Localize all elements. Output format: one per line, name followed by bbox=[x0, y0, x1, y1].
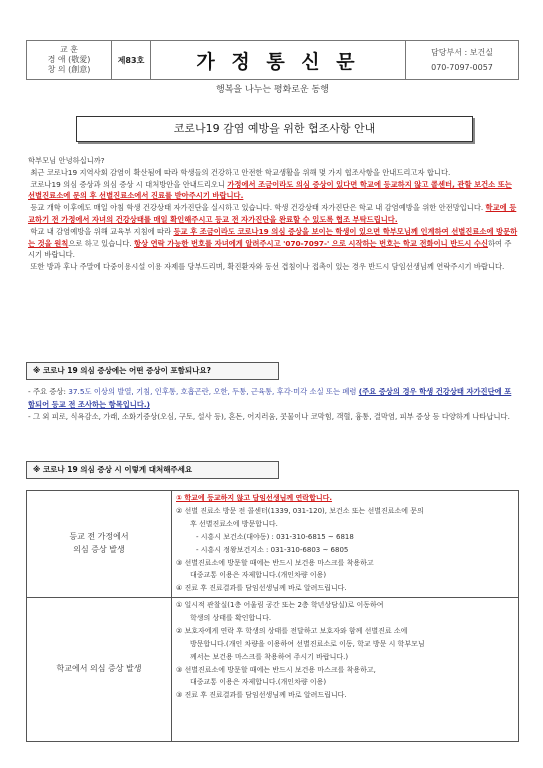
response-table bbox=[26, 490, 519, 742]
other-symptoms: - 그 외 피로, 식욕감소, 가래, 소화기증상(오심, 구토, 설사 등), 혼돈, 어지러움, 콧물이나 코막힘, 객혈, 흉통, 결막염, 피부 증상 등 다양하게 나타납니다. bbox=[28, 412, 510, 422]
home-steps: ① 학교에 등교하지 않고 담임선생님께 연락합니다. ② 선별 진료소 방문 전 콜센터(1339, 031-120), 보건소 또는 선별진료소에 문의 후 선별진료소에 방문합니다. - 시흥시 보건소(대야동) : 031-310-6815 ~ 6818 - 시흥시 정왕보건지소 : 031-310-6803 ~ 6805 ③ 선별진료소에 방문할 때에는 반드시 보건용 마스크를 착용하고 대중교통 이용은 자제합니다.(개인차량 이용) ④ 진료 후 진료결과를 담임선생님께 바로 알려드립니다. bbox=[172, 491, 519, 598]
section-response-title: ※ 코로나 19 의심 증상 시 이렇게 대처해주세요 bbox=[26, 461, 279, 479]
intro-paragraph-1: 최근 코로나19 지역사회 감염이 확산됨에 따라 학생들의 건강하고 안전한 학교생활을 위해 몇 가지 협조사항을 안내드리고자 합니다. bbox=[30, 167, 451, 177]
table-row bbox=[27, 491, 519, 598]
intro-paragraph-5: 또한 방과 후나 주말에 다중이용시설 이용 자제를 당부드리며, 확진환자와 동선 겹침이나 접촉이 있는 경우 반드시 담임선생님께 연락주시기 바랍니다. bbox=[30, 262, 505, 272]
row-label-school: 학교에서 의심 증상 발생 bbox=[27, 598, 172, 742]
phone-number: 070-7097-0057 bbox=[431, 63, 493, 72]
contact-info bbox=[406, 41, 519, 80]
highlight-self-check: 학교에 등교하기 전 가정에서 자녀의 건강상태를 매일 확인해주시고 등교 전 자가진단을 완료할 수 있도록 협조 부탁드립니다. bbox=[28, 203, 517, 224]
main-symptoms: - 주요 증상: 37.5도 이상의 발열, 기침, 인후통, 호흡곤란, 오한, 두통, 근육통, 후각·미각 소실 또는 폐렴 (주요 증상의 경우 학생 건강상태 자가진단에 포함되어 등교 전 조사하는 항목입니다.) bbox=[28, 387, 512, 409]
row-label-home: 등교 전 가정에서 의심 증상 발생 bbox=[27, 491, 172, 598]
school-motto bbox=[27, 41, 112, 80]
intro-paragraph-3: 등교 개학 이후에도 매일 아침 학생 건강상태 자가진단을 실시하고 있습니다. 학생 건강상태 자가진단은 학교 내 감염예방을 위한 안전망입니다. 학교에 등교하기 전 가정에서 자녀의 건강상태를 매일 확인해주시고 등교 전 자가진단을 완료할 수 있도록 협조 부탁드립니다. bbox=[28, 203, 517, 224]
issue-number: 제83호 bbox=[112, 41, 151, 80]
intro-text bbox=[28, 155, 518, 273]
highlight-phone-number: 항상 연락 가능한 번호를 자녀에게 알려주시고 '070-7097-' 으로 시작하는 번호는 학교 전화이니 반드시 수신 bbox=[134, 238, 488, 248]
symptom-list bbox=[28, 386, 518, 424]
motto-line-2: 창 의 (創意) bbox=[47, 65, 91, 74]
highlight-school-policy: 등교 후 조금이라도 코로나19 의심 증상을 보이는 학생이 있으면 학부모님께 인계하여 선별진료소에 방문하는 것을 원칙 bbox=[28, 226, 518, 248]
motto-line-1: 경 애 (敬愛) bbox=[47, 55, 91, 64]
school-steps: ① 일시적 관찰실(1층 어울림 공간 또는 2층 학년상담실)로 이동하여 학생의 상태를 확인합니다. ② 보호자에게 연락 후 학생의 상태를 전달하고 보호자와 함께 선별진료 소에 방문합니다.(개인 차량을 이용하여 선별진료소로 이동, 학교 방문 시 학부모님 께서는 보건용 마스크를 착용하여 주시기 바랍니다.) ③ 선별진료소에 방문할 때에는 반드시 보건용 마스크를 착용하고, 대중교통 이용은 자제합니다.(개인차량 이용) ③ 진료 후 진료결과를 담임선생님께 바로 알려드립니다. bbox=[172, 598, 519, 742]
department: 담당부서 : 보건실 bbox=[431, 48, 493, 57]
school-slogan: 행복을 나누는 평화로운 동행 bbox=[216, 85, 329, 95]
highlight-stay-home: 가정에서 조금이라도 의심 증상이 있다면 학교에 등교하지 않고 콜센터, 관할 보건소 또는 선별진료소에 문의 후 선별진료소에서 진료를 받아주시기 바랍니다. bbox=[28, 179, 512, 201]
main-title: 코로나19 감염 예방을 위한 협조사항 안내 bbox=[76, 116, 473, 142]
greeting: 학부모님 안녕하십니까? bbox=[28, 156, 105, 165]
motto-label: 교 훈 bbox=[60, 45, 78, 54]
intro-paragraph-4: 학교 내 감염예방을 위해 교육부 지침에 따라 등교 후 조금이라도 코로나19 의심 증상을 보이는 학생이 있으면 학부모님께 인계하여 선별진료소에 방문하는 것을 원칙으로 하고 있습니다. 항상 연락 가능한 번호를 자녀에게 알려주시고 '070-7097-' 으로 시작하는 번호는 학교 전화이니 반드시 수신하여 주시기 바랍니다. bbox=[28, 226, 518, 260]
section-symptoms-title: ※ 코로나 19 의심 증상에는 어떤 증상이 포함되나요? bbox=[26, 362, 279, 380]
newsletter-header bbox=[26, 40, 519, 80]
newsletter-title: 가 정 통 신 문 bbox=[151, 41, 406, 80]
intro-paragraph-2: 코로나19 의심 증상과 의심 증상 시 대처방안을 안내드리오니 가정에서 조금이라도 의심 증상이 있다면 학교에 등교하지 않고 콜센터, 관할 보건소 또는 선별진료소에 문의 후 선별진료소에서 진료를 받아주시기 바랍니다. bbox=[28, 179, 512, 201]
table-row bbox=[27, 598, 519, 742]
